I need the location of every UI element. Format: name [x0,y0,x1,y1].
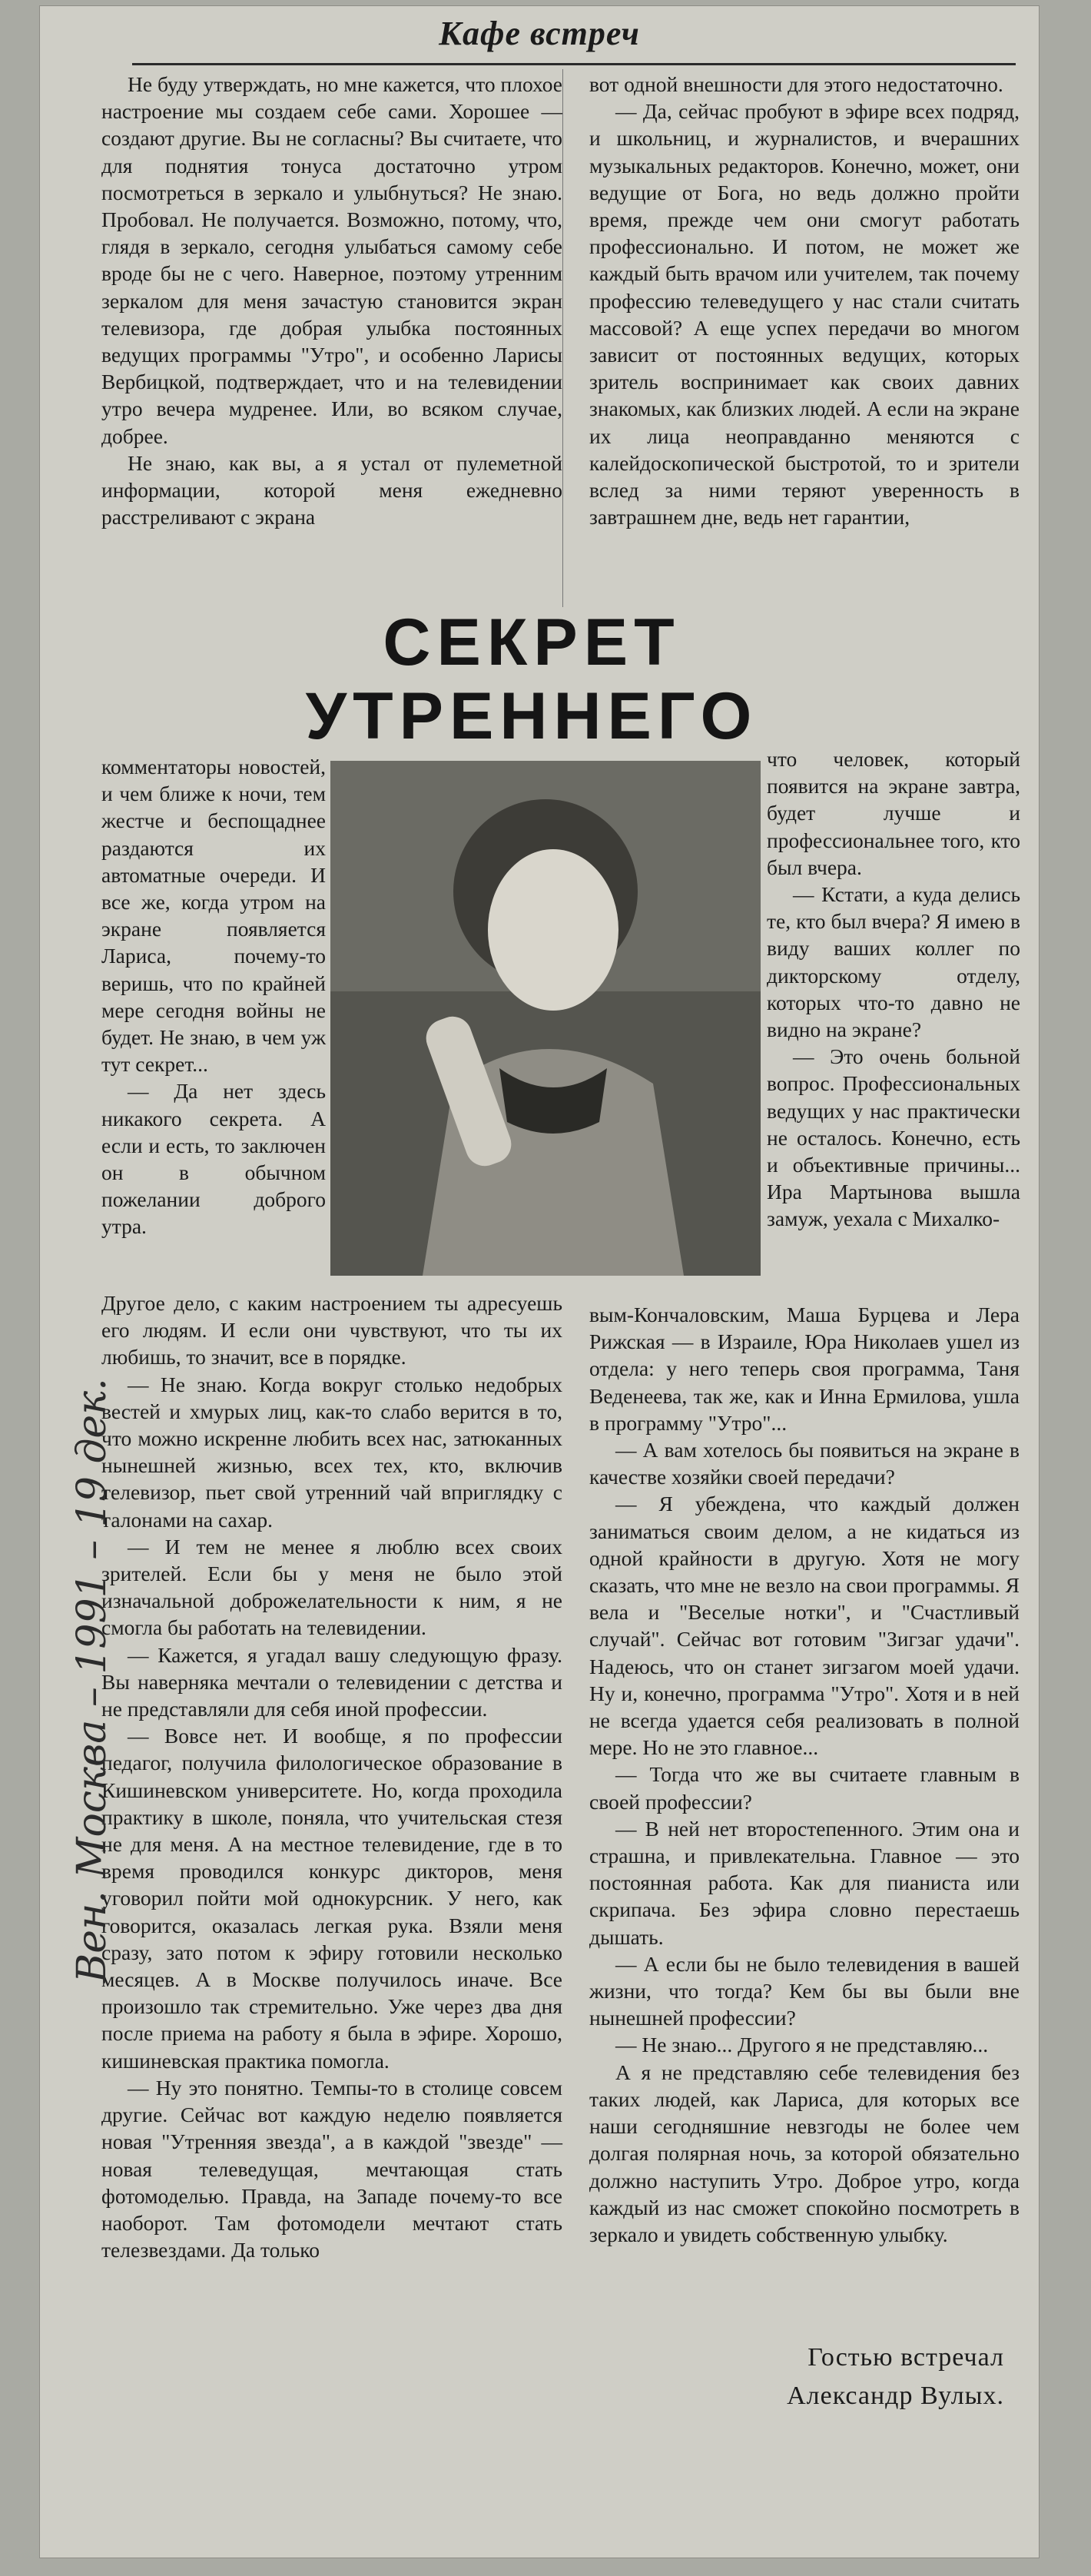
newspaper-clipping [40,6,1039,2558]
headline-line: СЕКРЕТ УТРЕННЕГО [305,606,758,753]
paragraph: — Ну это понятно. Темпы-то в столице совсем другие. Сейчас вот каждую неделю появляется новая "Утренняя звезда", а в каждой "звезде" — новая телеведущая, мечтающая стать фотомоделью. Правда, на Западе почему-то все наоборот. Там фотомодели мечтают стать телезвездами. Да только [101,2075,562,2262]
column-right-wide [589,1301,1020,2248]
paragraph: Не буду утверждать, но мне кажется, что плохое настроение мы создаем себе сами. Хорошее — создают другие. Вы не согласны? Вы считаете, что для поднятия тонуса достаточно утром посмотреться в зеркало и улыбнуться? Не знаю. Пробовал. Не получается. Возможно, потому, что, глядя в зеркало, сегодня улыбаться самому себе вроде бы не с чего. Наверное, поэтому утренним зеркалом для меня зачастую становится экран телевизора, где добрая улыбка постоянных ведущих программы "Утро", и особенно Ларисы Вербицкой, подтверждает, что и на телевидении утро вечера мудренее. Или, во всяком случае, добрее. [101,72,562,448]
column-right-narrow [767,745,1020,1233]
paragraph: — Кажется, я угадал вашу следующую фразу. Вы наверняка мечтали о телевидении с детства и не представляли для себя иной профессии. [101,1642,562,1721]
rubric-title: Кафе встреч [439,15,640,52]
column-top-left [101,71,562,530]
paragraph: — Кстати, а куда делись те, кто был вчера? Я имею в виду ваших коллег по дикторскому отделу, которых что-то давно не видно на экране? [767,882,1020,1042]
signature-line: Гостью встречал [807,2343,1004,2372]
paragraph: что человек, который появится на экране завтра, будет лучше и профессиональнее того, кто был вчера. [767,747,1020,879]
paragraph: — Не знаю... Другого я не представляю... [615,2033,989,2057]
paragraph: — Я убеждена, что каждый должен заниматься своим делом, а не кидаться из одной крайности в другую. Хотя не могу сказать, что мне не везло на свои программы. Я вела и "Веселые нотки", и "Счастливый случай". Сейчас вот готовим "Зигзаг удачи". Надеюсь, что он станет зигзагом моей удачи. Ну и, конечно, программа "Утро". Хотя и в ней не всегда удается себя реализовать в полной мере. Но не это главное... [589,1492,1020,1760]
paragraph: — А если бы не было телевидения в вашей жизни, что тогда? Кем бы вы были вне нынешней профессии? [589,1951,1020,2030]
portrait-illustration [330,761,761,1276]
paragraph: — В ней нет второстепенного. Этим она и страшна, и привлекательна. Главное — это постоянная работа. Как для пианиста или скрипача. Без эфира словно перестаешь дышать. [589,1816,1020,1949]
paragraph: Не знаю, как вы, а я устал от пулеметной информации, которой меня ежедневно расстреливают с экрана [101,450,562,529]
paragraph: — Вовсе нет. И вообще, я по профессии педагог, получила филологическое образование в Кишиневском университете. Но, когда проходила практику в школе, поняла, что учительская стезя не для меня. А на местное телевидение, где в то время проводился конкурс дикторов, меня уговорил пойти мой однокурсник. У него, как говорится, оказалась легкая рука. Взяли меня сразу, зато потом к эфиру готовили несколько месяцев. А в Москве получилось иначе. Все произошло так стремительно. Уже через два дня после приема на работу я была в эфире. Хорошо, кишиневская практика помогла. [101,1724,562,2073]
author-signature [787,2339,1004,2415]
signature-line: Александр Вулых. [787,2382,1004,2410]
paragraph: А я не представляю себе телевидения без таких людей, как Лариса, для которых все наши сегодняшние невзгоды не более чем долгая полярная ночь, за которой обязательно должно наступить Утро. Доброе утро, когда каждый из нас сможет спокойно посмотреть в зеркало и увидеть собственную улыбку. [589,2060,1020,2246]
column-left-wide [101,1290,562,2263]
column-divider [562,69,563,607]
paragraph: — Тогда что же вы считаете главным в своей профессии? [589,1762,1020,1814]
paragraph: вым-Кончаловским, Маша Бурцева и Лера Рижская — в Израиле, Юра Николаев ушел из отдела: у него теперь своя программа, Таня Веденеева, так же, как и Инна Ермилова, ушла в программу "Утро"... [589,1303,1020,1435]
paragraph: — И тем не менее я люблю всех своих зрителей. Если бы у меня не было этой изначальной доброжелательности к ним, я не смогла бы работать на телевидении. [101,1534,562,1640]
paragraph: Другое дело, с каким настроением ты адресуешь его людям. И если они чувствуют, что ты их любишь, то значит, все в порядке. [101,1291,562,1369]
paragraph: — А вам хотелось бы появиться на экране в качестве хозяйки своей передачи? [589,1438,1020,1489]
handwritten-date-note: Вен. Москва – 1991 – 19 дек. [69,1378,115,1983]
paragraph: комментаторы новостей, и чем ближе к ночи, тем жестче и беспощаднее раздаются их автоматные очереди. И все же, когда утром на экране появляется Лариса, почему-то веришь, что по крайней мере сегодня войны не будет. Не знаю, в чем уж тут секрет... [101,755,326,1077]
paragraph: — Да нет здесь никакого секрета. А если и есть, то заключен он в обычном пожелании доброго утра. [101,1079,326,1239]
column-left-narrow [101,753,326,1240]
rubric-rule [132,63,1016,65]
paragraph: вот одной внешности для этого недостаточно. [589,72,1003,96]
paragraph: — Не знаю. Когда вокруг столько недобрых вестей и хмурых лиц, как-то слабо верится в то, что можно искренне любить всех нас, затюканных нынешней жизнью, всех тех, кто, включив телевизор, пьет свой утренний чай вприглядку с талонами на сахар. [101,1372,562,1532]
column-top-right [589,71,1020,530]
paragraph: — Это очень больной вопрос. Профессиональных ведущих у нас практически не осталось. Конечно, есть и объективные причины... Ира Мартынова вышла замуж, уехала с Михалко- [767,1044,1020,1231]
portrait-photo [330,761,761,1276]
paragraph: — Да, сейчас пробуют в эфире всех подряд, и школьниц, и журналистов, и вчерашних музыкальных редакторов. Конечно, может, они ведущие от Бога, но ведь должно пройти время, прежде чем они смогут работать профессионально. И потом, не может же каждый быть врачом или учителем, так почему профессию телеведущего у нас стали считать массовой? А еще успех передачи во многом зависит от постоянных ведущих, которых зритель воспринимает как своих давних знакомых, как близких людей. А если на экране их лица неоправданно меняются с калейдоскопической быстротой, то и зрители вслед за ними теряют уверенность в завтрашнем дне, ведь нет гарантии, [589,99,1020,529]
